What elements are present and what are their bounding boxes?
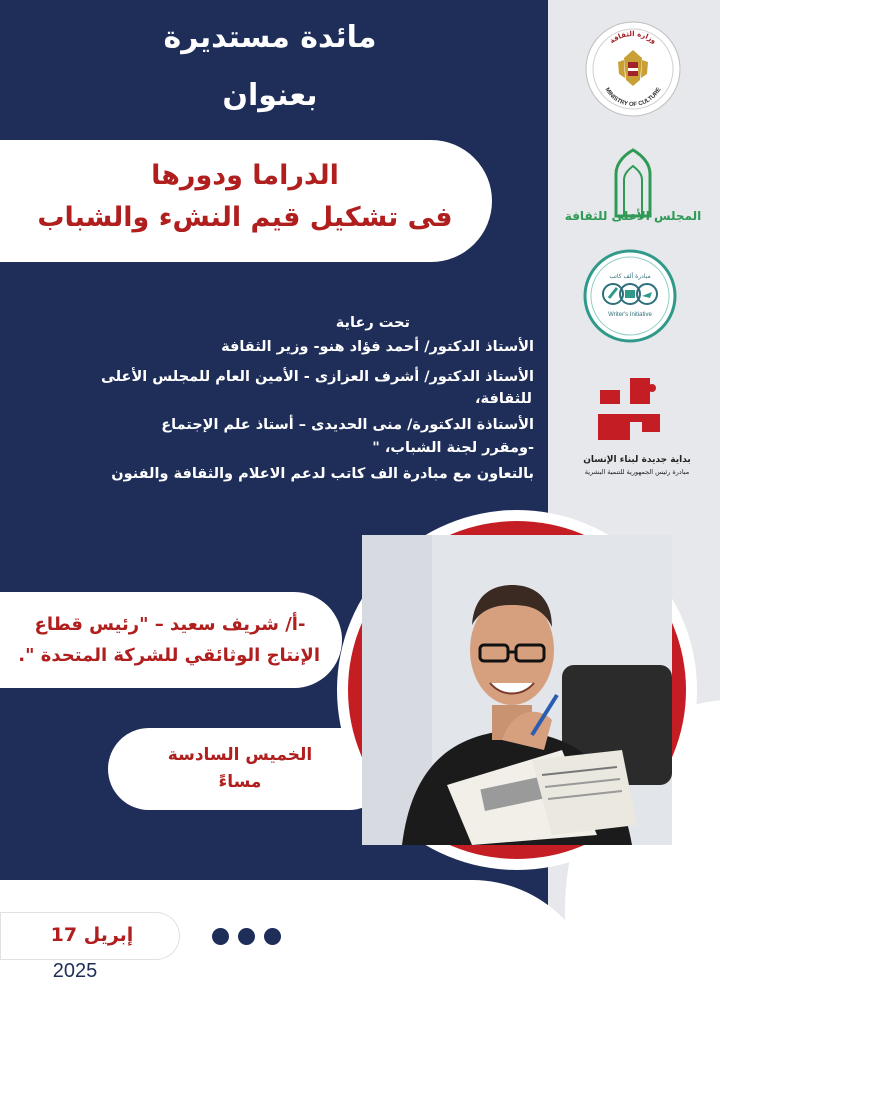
speaker-line-2: الإنتاج الوثائقي للشركة المتحدة ". [18, 645, 320, 666]
speaker-photo [362, 535, 672, 845]
writers-initiative-logo [582, 248, 678, 348]
speaker-line-1: -أ/ شريف سعيد – "رئيس قطاع [34, 614, 306, 635]
header-line-1: مائدة مستديرة [163, 20, 377, 55]
sponsor-line-1: الأستاذ الدكتور/ أحمد فؤاد هنو- وزير الثقافة [221, 339, 534, 355]
svg-text:مبادرة ألف كاتب: مبادرة ألف كاتب [609, 273, 651, 280]
new-beginning-caption: بداية جديدة لبناء الإنسان [583, 455, 691, 465]
speaker-portrait-illustration [362, 535, 672, 845]
event-day: الخميس السادسة [167, 745, 313, 765]
sponsor-line-3: للثقافة، [475, 391, 532, 407]
dot-indicator-2 [238, 928, 255, 945]
sponsorship-heading: تحت رعاية [335, 315, 410, 331]
ministry-of-culture-logo [584, 20, 682, 122]
event-date: إبريل 17 [50, 924, 134, 946]
sponsor-line-4: الأستاذة الدكتورة/ منى الحديدى – أستاذ علم الإجتماع [161, 417, 534, 433]
svg-text:MINISTRY OF CULTURE: MINISTRY OF CULTURE [603, 86, 663, 109]
title-pill [0, 140, 492, 262]
sponsor-line-5: -ومقرر لجنة الشباب، " [372, 440, 534, 456]
new-beginning-subcaption: مبادرة رئيس الجمهورية للتنمية البشرية [584, 468, 690, 476]
event-title-line-1: الدراما ودورها [151, 160, 339, 191]
event-period: مساءً [218, 772, 262, 792]
sponsor-line-6: بالتعاون مع مبادرة الف كاتب لدعم الاعلام والثقافة والفنون [111, 466, 534, 482]
dot-indicator-3 [264, 928, 281, 945]
supreme-council-logo [564, 146, 702, 234]
svg-text:وزارة الثقافة: وزارة الثقافة [608, 29, 658, 46]
header-line-2: بعنوان [222, 78, 318, 113]
dot-indicator-1 [212, 928, 229, 945]
sponsor-line-2: الأستاذ الدكتور/ أشرف العزازى - الأمين العام للمجلس الأعلى [100, 369, 534, 385]
event-year: 2025 [52, 960, 98, 982]
speaker-pill [0, 592, 342, 688]
svg-text:Writer's Initiative: Writer's Initiative [608, 312, 652, 318]
svg-text:المجلس الأعلى للثقافة: المجلس الأعلى للثقافة [564, 209, 702, 223]
event-title-line-2: فى تشكيل قيم النشء والشباب [37, 202, 453, 233]
new-beginning-logo [590, 370, 670, 454]
